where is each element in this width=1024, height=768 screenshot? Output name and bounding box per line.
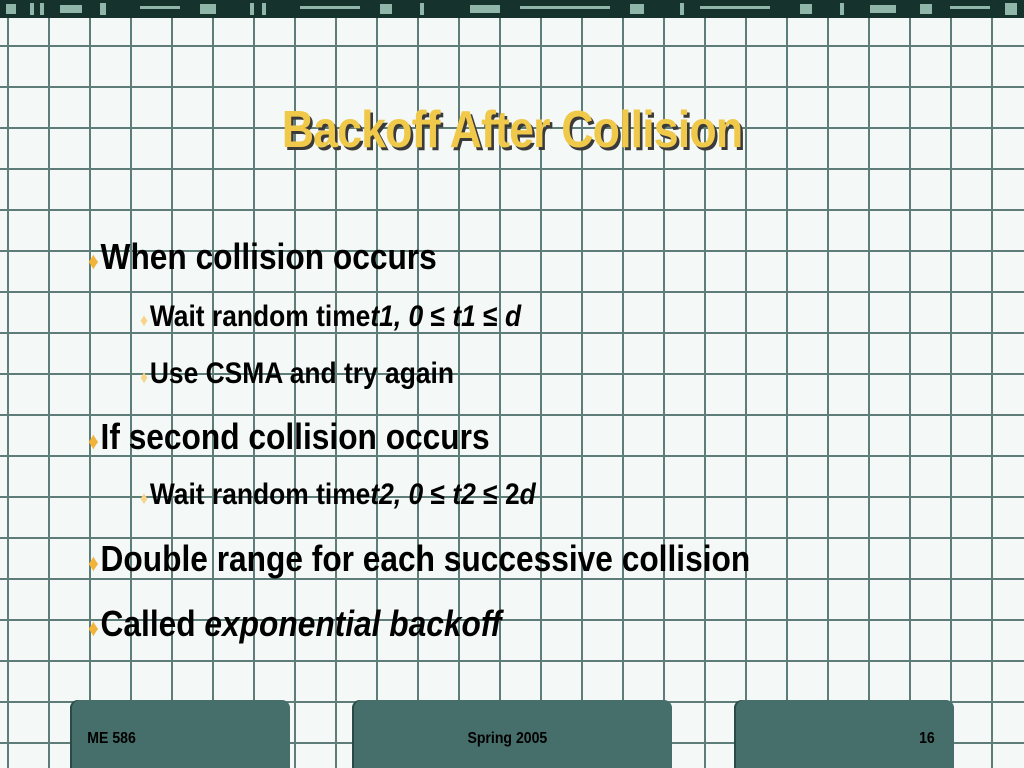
bullet-level2 [140,300,521,334]
slide-title: Backoff After Collision [281,101,743,159]
bullet-level1 [88,236,437,278]
circuit-board-banner [0,0,1024,18]
bullet-text-emphasis: exponential backoff [204,603,502,644]
math-variable: d [519,478,536,511]
math-operator: ≤ [423,478,453,511]
math-variable: t2, 0 [370,478,424,511]
bullet-text: Use CSMA and try again [149,357,455,390]
footer-course: ME 586 [87,730,136,747]
math-operator: ≤ 2 [475,478,520,511]
diamond-icon: ♦ [140,488,149,508]
diamond-icon: ♦ [88,615,99,642]
circuit-pattern-icon [0,0,1024,18]
diamond-icon: ♦ [88,550,99,577]
footer-right-box [734,700,954,768]
bullet-text: When collision occurs [100,236,437,277]
bullet-text: Called [100,603,205,644]
footer-date: Spring 2005 [467,730,548,747]
bullet-text: Double range for each successive collision [100,538,751,579]
bullet-level2 [140,357,454,391]
bullet-level1 [88,538,750,580]
math-variable: d [504,300,522,333]
bullet-level1 [88,603,501,645]
diamond-icon: ♦ [140,367,149,387]
math-variable: t1 [452,300,476,333]
math-variable: t2 [452,478,476,511]
footer-left-box [70,700,290,768]
bullet-text: Wait random time [149,478,371,511]
footer-center-box [352,700,672,768]
math-operator: ≤ [475,300,505,333]
slide-number: 16 [919,730,935,747]
diamond-icon: ♦ [88,248,99,275]
math-variable: t1, 0 [370,300,424,333]
bullet-level2 [140,478,536,512]
bullet-level1 [88,416,490,458]
bullet-text: If second collision occurs [100,416,490,457]
math-operator: ≤ [423,300,453,333]
bullet-text: Wait random time [149,300,371,333]
diamond-icon: ♦ [140,310,149,330]
diamond-icon: ♦ [88,428,99,455]
